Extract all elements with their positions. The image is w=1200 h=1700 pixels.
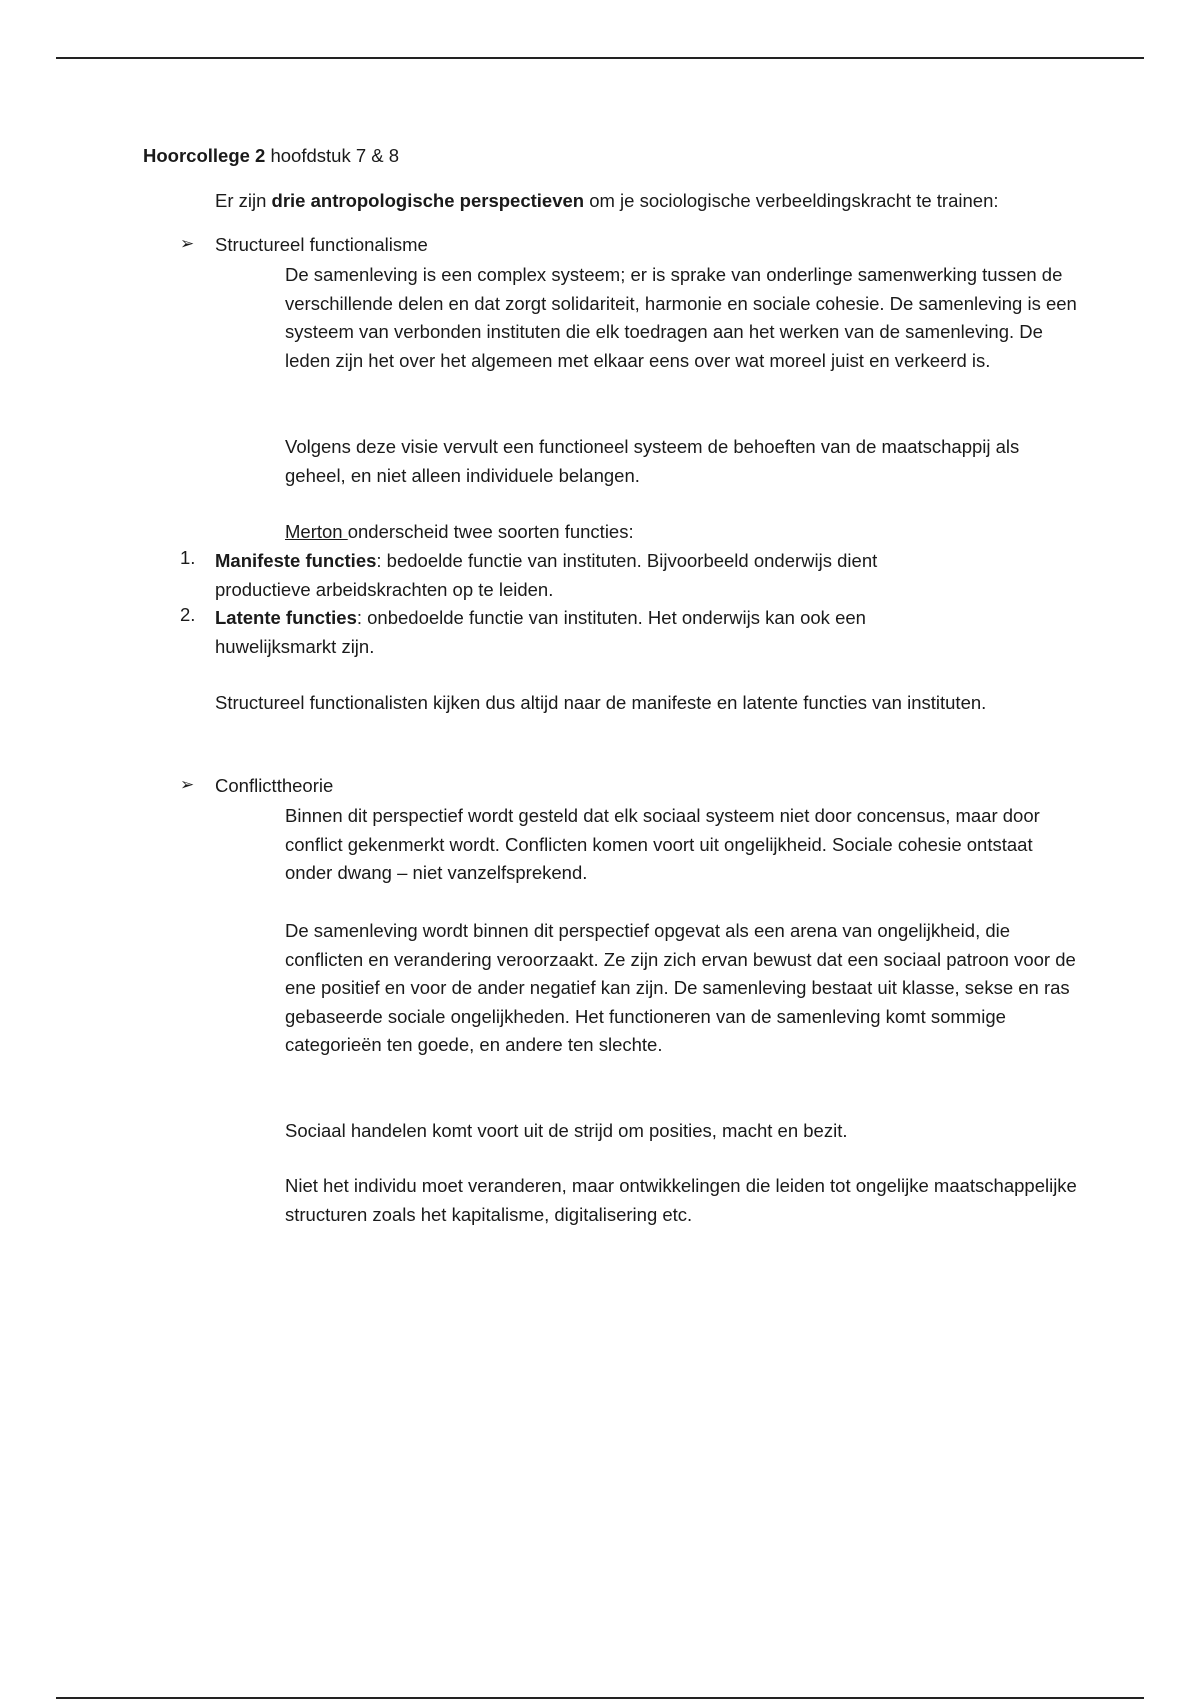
section2-paragraph-3: Sociaal handelen komt voort uit de strijd om posities, macht en bezit. xyxy=(285,1120,848,1141)
item-term: Latente functies xyxy=(215,607,357,628)
title-bold: Hoorcollege 2 xyxy=(143,145,266,166)
title-rest: hoofdstuk 7 & 8 xyxy=(265,145,400,166)
intro-post: om je sociologische verbeeldingskracht te trainen: xyxy=(584,190,999,211)
section2-paragraph-2: De samenleving wordt binnen dit perspectief opgevat als een arena van ongelijkheid, die conflicten en verandering veroorzaakt. Ze zijn zich ervan bewust dat een sociaal patroon voor de ene positief en voor de ander negatief kan zijn. De samenleving bestaat uit klasse, sekse en ras gebaseerde sociale ongelijkheden. Het functioneren van de samenleving komt sommige categorieën ten goede, en andere ten slechte. xyxy=(285,920,1076,1055)
section1-heading: Structureel functionalisme xyxy=(215,234,428,255)
section2-paragraph-4: Niet het individu moet veranderen, maar ontwikkelingen die leiden tot ongelijke maatschappelijke structuren zoals het kapitalisme, digitalisering etc. xyxy=(285,1175,1077,1225)
merton-line xyxy=(285,518,1085,547)
section1-conclusion: Structureel functionalisten kijken dus altijd naar de manifeste en latente functies van instituten. xyxy=(215,692,987,713)
item-description: : onbedoelde functie van instituten. Het onderwijs kan ook een huwelijksmarkt zijn. xyxy=(215,607,866,657)
numbered-item-text xyxy=(215,604,975,661)
merton-rest: onderscheid twee soorten functies: xyxy=(347,521,634,542)
item-description: : bedoelde functie van instituten. Bijvoorbeeld onderwijs dient productieve arbeidskrachten op te leiden. xyxy=(215,550,878,600)
section2-paragraph-1: Binnen dit perspectief wordt gesteld dat elk sociaal systeem niet door concensus, maar door conflict gekenmerkt wordt. Conflicten komen voort uit ongelijkheid. Sociale cohesie ontstaat onder dwang – niet vanzelfsprekend. xyxy=(285,805,1040,883)
page-bottom-rule xyxy=(56,1697,1144,1699)
merton-name: Merton xyxy=(285,521,348,542)
intro-bold: drie antropologische perspectieven xyxy=(271,190,585,211)
section2-heading: Conflicttheorie xyxy=(215,775,334,796)
numbered-marker: 2. xyxy=(180,604,196,625)
numbered-item-text xyxy=(215,547,975,604)
arrowhead-bullet-icon: ➢ xyxy=(180,234,195,253)
page-top-rule xyxy=(56,57,1144,59)
section1-paragraph-2: Volgens deze visie vervult een functioneel systeem de behoeften van de maatschappij als geheel, en niet alleen individuele belangen. xyxy=(285,436,1020,486)
document-title xyxy=(143,145,399,167)
intro-pre: Er zijn xyxy=(215,190,272,211)
section1-paragraph-1: De samenleving is een complex systeem; er is sprake van onderlinge samenwerking tussen de verschillende delen en dat zorgt solidariteit, harmonie en sociale cohesie. De samenleving is een systeem van verbonden instituten die elk toedragen aan het werken van de samenleving. De leden zijn het over het algemeen met elkaar eens over wat moreel juist en verkeerd is. xyxy=(285,264,1077,371)
numbered-marker: 1. xyxy=(180,547,196,568)
arrowhead-bullet-icon: ➢ xyxy=(180,775,195,794)
intro-line xyxy=(215,190,999,212)
item-term: Manifeste functies xyxy=(215,550,377,571)
